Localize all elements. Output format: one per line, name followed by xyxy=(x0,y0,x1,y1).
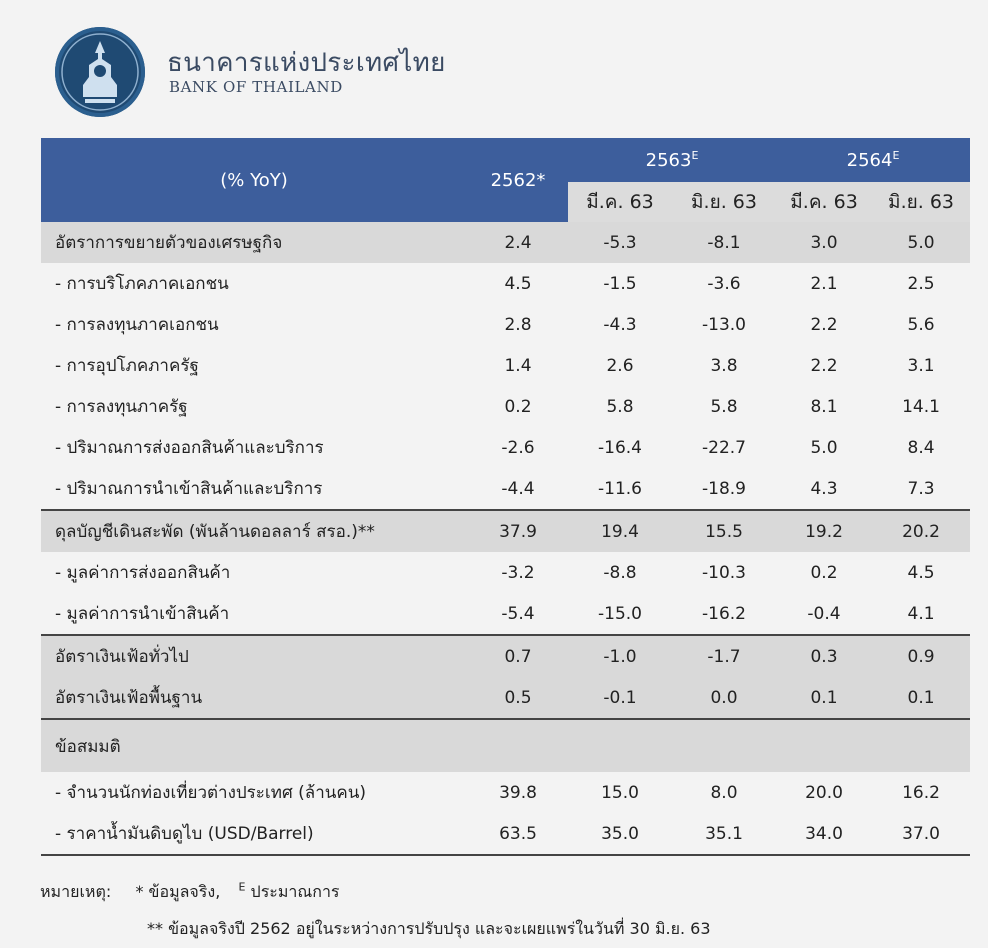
cell-value: 34.0 xyxy=(776,813,872,855)
cell-value: 19.2 xyxy=(776,510,872,552)
row-label: อัตราเงินเฟ้อพื้นฐาน xyxy=(41,677,468,719)
cell-value: 0.1 xyxy=(872,677,970,719)
cell-value: 15.5 xyxy=(672,510,776,552)
table-row xyxy=(41,719,970,772)
cell-value: -3.2 xyxy=(501,562,535,583)
footnote-star: * xyxy=(135,882,144,901)
row-label: - การลงทุนภาครัฐ xyxy=(55,397,188,417)
cell-value: 20.0 xyxy=(805,782,843,803)
year-2564-label: 2564 xyxy=(846,150,893,171)
table-row xyxy=(41,263,970,304)
table-row xyxy=(41,593,970,635)
unit-header: (% YoY) xyxy=(220,169,288,191)
row-label: - จำนวนนักท่องเที่ยวต่างประเทศ (ล้านคน) xyxy=(55,783,366,803)
row-label: - ปริมาณการนำเข้าสินค้าและบริการ xyxy=(55,479,323,499)
cell-value xyxy=(776,719,872,772)
cell-value: 2.8 xyxy=(504,314,532,335)
cell-value xyxy=(468,719,568,772)
year-2564-header xyxy=(776,138,970,182)
cell-value: 4.5 xyxy=(504,273,532,294)
cell-value: 0.3 xyxy=(776,635,872,677)
cell-value: 8.0 xyxy=(710,782,738,803)
footnote-label: หมายเหตุ: xyxy=(40,882,112,901)
cell-value: 1.4 xyxy=(504,355,532,376)
cell-value: -0.4 xyxy=(807,603,841,624)
cell-value: 4.1 xyxy=(907,603,935,624)
table-row xyxy=(41,345,970,386)
cell-value: -10.3 xyxy=(702,562,746,583)
cell-value: 5.0 xyxy=(872,222,970,263)
row-label: - การบริโภคภาคเอกชน xyxy=(55,274,229,294)
table-row xyxy=(41,813,970,855)
cell-value: 2.6 xyxy=(606,355,634,376)
table-row xyxy=(41,386,970,427)
bank-name-english: BANK OF THAILAND xyxy=(169,78,343,96)
cell-value: -16.2 xyxy=(702,603,746,624)
cell-value: -5.4 xyxy=(501,603,535,624)
year-2563-label: 2563 xyxy=(645,150,692,171)
cell-value: -2.6 xyxy=(501,437,535,458)
table-row xyxy=(41,772,970,813)
cell-value: 0.2 xyxy=(810,562,838,583)
row-label: - ราคาน้ำมันดิบดูไบ (USD/Barrel) xyxy=(41,813,468,855)
cell-value: -1.5 xyxy=(603,273,637,294)
cell-value: -18.9 xyxy=(702,478,746,499)
cell-value: 0.9 xyxy=(872,635,970,677)
cell-value: 35.1 xyxy=(672,813,776,855)
table-row xyxy=(41,677,970,719)
table-row xyxy=(41,635,970,677)
footnote-estimate-mark: E xyxy=(238,880,246,894)
cell-value: 2.2 xyxy=(810,355,838,376)
subcol-header: มี.ค. 63 xyxy=(568,182,672,222)
header xyxy=(55,22,655,112)
cell-value: 3.1 xyxy=(907,355,935,376)
table-row xyxy=(41,222,970,263)
cell-value: -13.0 xyxy=(702,314,746,335)
cell-value: -3.6 xyxy=(707,273,741,294)
cell-value: 8.4 xyxy=(907,437,935,458)
row-label: - การอุปโภคภาครัฐ xyxy=(55,356,199,376)
cell-value: 37.0 xyxy=(872,813,970,855)
cell-value: 3.8 xyxy=(710,355,738,376)
row-label: ดุลบัญชีเดินสะพัด (พันล้านดอลลาร์ สรอ.)** xyxy=(41,510,468,552)
cell-value: 8.1 xyxy=(810,396,838,417)
row-label: - มูลค่าการส่งออกสินค้า xyxy=(55,563,231,583)
cell-value: -11.6 xyxy=(598,478,642,499)
subcol-header: มิ.ย. 63 xyxy=(872,182,970,222)
cell-value: 19.4 xyxy=(568,510,672,552)
cell-value: 0.2 xyxy=(504,396,532,417)
footnote-1 xyxy=(40,880,340,905)
cell-value: 0.5 xyxy=(468,677,568,719)
cell-value xyxy=(872,719,970,772)
row-label: อัตราการขยายตัวของเศรษฐกิจ xyxy=(41,222,468,263)
cell-value xyxy=(568,719,672,772)
cell-value: -8.1 xyxy=(672,222,776,263)
row-label: - ปริมาณการส่งออกสินค้าและบริการ xyxy=(55,438,324,458)
cell-value: 20.2 xyxy=(872,510,970,552)
cell-value: 0.7 xyxy=(468,635,568,677)
cell-value: -0.1 xyxy=(568,677,672,719)
bank-name-thai: ธนาคารแห่งประเทศไทย xyxy=(167,48,446,78)
cell-value: 0.0 xyxy=(672,677,776,719)
cell-value: -16.4 xyxy=(598,437,642,458)
cell-value: -8.8 xyxy=(603,562,637,583)
cell-value: 14.1 xyxy=(902,396,940,417)
estimate-mark: E xyxy=(691,149,699,162)
table-row xyxy=(41,427,970,468)
cell-value: 37.9 xyxy=(468,510,568,552)
cell-value: 63.5 xyxy=(468,813,568,855)
cell-value: -1.0 xyxy=(568,635,672,677)
footnote-2: ** ข้อมูลจริงปี 2562 อยู่ในระหว่างการปรับปรุง และจะเผยแพร่ในวันที่ 30 มิ.ย. 63 xyxy=(147,919,711,938)
cell-value: -5.3 xyxy=(568,222,672,263)
subcol-header: มิ.ย. 63 xyxy=(672,182,776,222)
cell-value: 2.1 xyxy=(810,273,838,294)
bank-of-thailand-logo xyxy=(55,27,145,117)
cell-value: 3.0 xyxy=(776,222,872,263)
table-row xyxy=(41,552,970,593)
row-label: ข้อสมมติ xyxy=(41,719,468,772)
cell-value: 0.1 xyxy=(776,677,872,719)
row-label: อัตราเงินเฟ้อทั่วไป xyxy=(41,635,468,677)
estimate-mark: E xyxy=(892,149,900,162)
cell-value: -1.7 xyxy=(672,635,776,677)
table-row xyxy=(41,510,970,552)
year-2562-label: 2562* xyxy=(490,169,546,191)
cell-value: 5.8 xyxy=(606,396,634,417)
row-label: - การลงทุนภาคเอกชน xyxy=(55,315,219,335)
cell-value: 39.8 xyxy=(499,782,537,803)
table-row xyxy=(41,304,970,345)
cell-value: 5.8 xyxy=(710,396,738,417)
cell-value: 35.0 xyxy=(568,813,672,855)
cell-value: 16.2 xyxy=(902,782,940,803)
cell-value: -15.0 xyxy=(598,603,642,624)
cell-value: -4.3 xyxy=(603,314,637,335)
cell-value: 4.5 xyxy=(907,562,935,583)
table-row xyxy=(41,468,970,510)
cell-value: 2.4 xyxy=(468,222,568,263)
row-label: - มูลค่าการนำเข้าสินค้า xyxy=(55,604,230,624)
cell-value: 15.0 xyxy=(601,782,639,803)
cell-value: 5.6 xyxy=(907,314,935,335)
cell-value: -4.4 xyxy=(501,478,535,499)
cell-value: 4.3 xyxy=(810,478,838,499)
year-2562-header xyxy=(468,138,568,222)
subcol-header: มี.ค. 63 xyxy=(776,182,872,222)
forecast-table xyxy=(41,138,970,856)
year-2563-header xyxy=(568,138,776,182)
cell-value: 7.3 xyxy=(907,478,935,499)
cell-value: 5.0 xyxy=(810,437,838,458)
cell-value xyxy=(672,719,776,772)
footnote-estimate: ประมาณการ xyxy=(250,882,340,901)
footnote-actual: ข้อมูลจริง, xyxy=(148,882,221,901)
cell-value: -22.7 xyxy=(702,437,746,458)
cell-value: 2.2 xyxy=(810,314,838,335)
cell-value: 2.5 xyxy=(907,273,935,294)
